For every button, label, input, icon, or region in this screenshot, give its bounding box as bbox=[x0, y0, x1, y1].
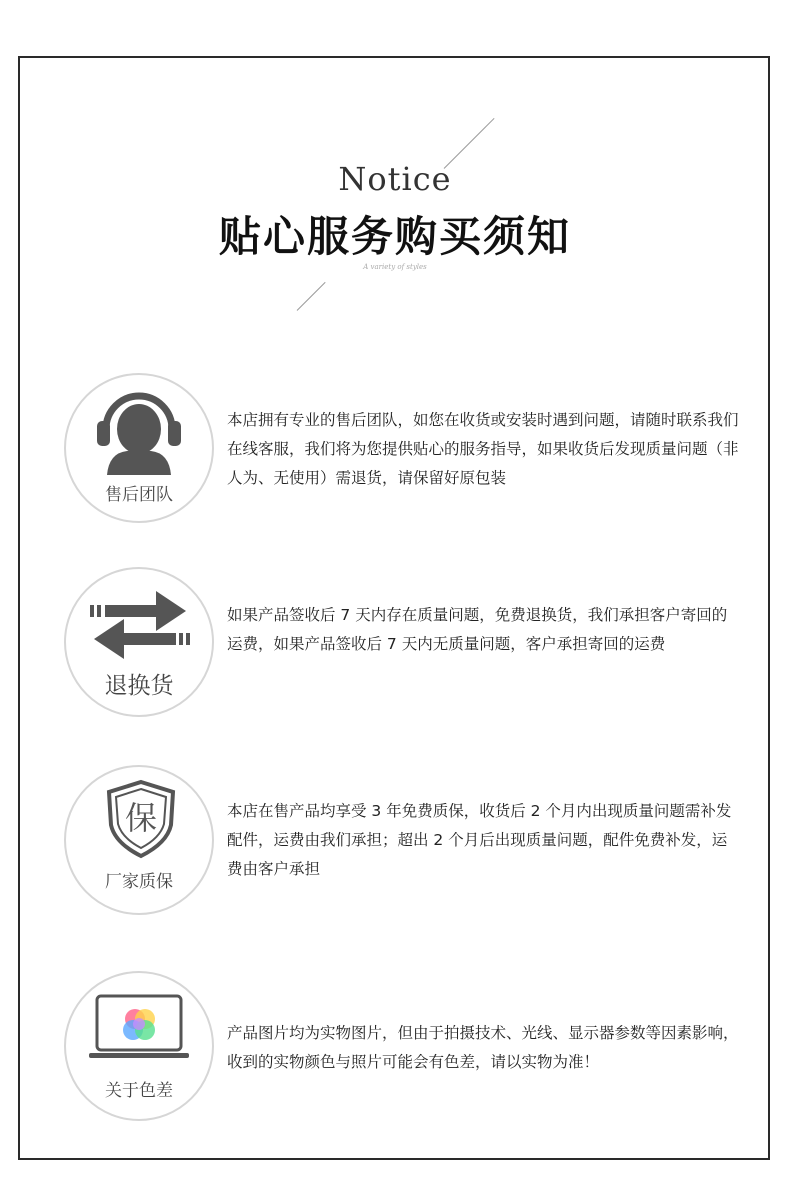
laptop-color-icon bbox=[87, 993, 191, 1065]
exchange-text: 如果产品签收后 7 天内存在质量问题，免费退换货，我们承担客户寄回的运费，如果产品签收后 7 天内无质量问题，客户承担寄回的运费 bbox=[227, 606, 728, 653]
shield-warranty-icon bbox=[105, 779, 177, 859]
warranty-badge bbox=[64, 765, 214, 915]
after-sales-badge bbox=[64, 373, 214, 523]
warranty-text: 本店在售产品均享受 3 年免费质保，收货后 2 个月内出现质量问题需补发配件，运费由我们承担；超出 2 个月后出现质量问题，配件免费补发，运费由客户承担 bbox=[227, 802, 732, 878]
color-diff-label: 关于色差 bbox=[105, 1081, 173, 1101]
color-diff-badge bbox=[64, 971, 214, 1121]
tagline: A variety of styles bbox=[363, 263, 427, 271]
headset-support-icon bbox=[89, 383, 189, 475]
page-title: 贴心服务购买须知 bbox=[218, 212, 571, 261]
after-sales-text: 本店拥有专业的售后团队，如您在收货或安装时遇到问题，请随时联系我们在线客服，我们将为您提供贴心的服务指导，如果收货后发现质量问题（非人为、无使用）需退货，请保留好原包装 bbox=[227, 411, 739, 487]
exchange-badge bbox=[64, 567, 214, 717]
warranty-label: 厂家质保 bbox=[105, 872, 173, 892]
after-sales-label: 售后团队 bbox=[105, 485, 173, 505]
shield-char: 保 bbox=[124, 799, 158, 837]
exchange-arrows-icon bbox=[90, 587, 190, 659]
notice-heading: Notice bbox=[338, 160, 452, 198]
exchange-label: 退换货 bbox=[104, 673, 174, 699]
color-diff-text: 产品图片均为实物图片，但由于拍摄技术、光线、显示器参数等因素影响，收到的实物颜色与照片可能会有色差，请以实物为准！ bbox=[227, 1024, 739, 1071]
